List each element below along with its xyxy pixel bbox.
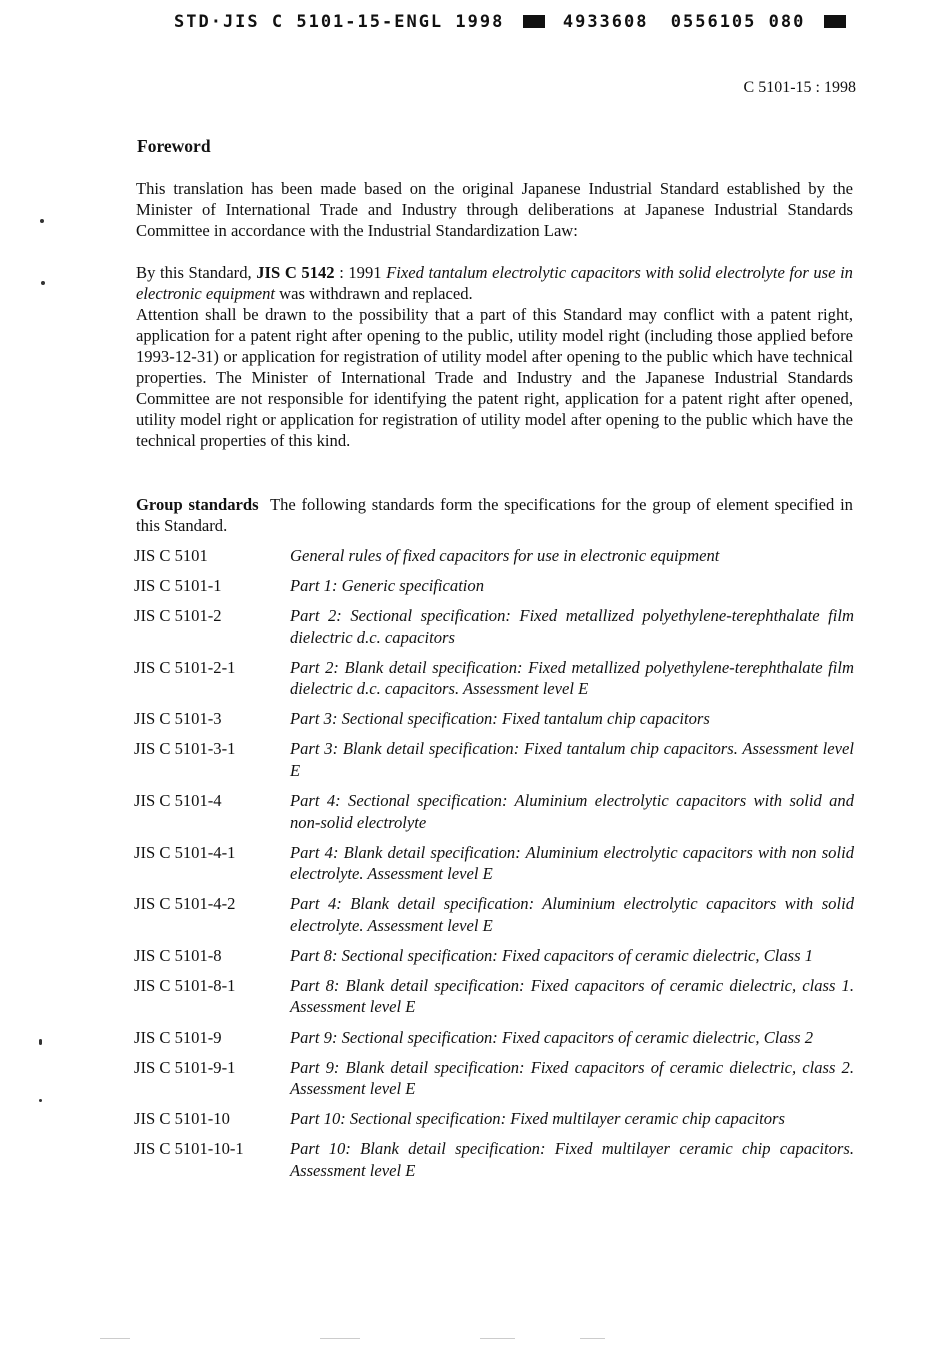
reference-list: [134, 545, 854, 1190]
reference-row: [134, 708, 854, 730]
foreword-heading: Foreword: [137, 136, 211, 156]
reference-row: [134, 545, 854, 567]
foreword-paragraph-2: [136, 262, 853, 304]
scan-speck: [41, 281, 45, 285]
reference-code: JIS C 5101-10: [134, 1109, 230, 1129]
std-code: STD·JIS C 5101-15-ENGL 1998: [174, 12, 505, 32]
scan-speck: [39, 1099, 42, 1102]
barcode-number-a: 4933608: [562, 12, 649, 32]
reference-code: JIS C 5101-4-2: [134, 894, 236, 914]
barcode-block-icon: [824, 15, 846, 28]
withdrawn-standard-year: : 1991: [339, 263, 382, 282]
foreword-paragraph-1: This translation has been made based on the original Japanese Industrial Standard established by the Minister of International Trade and Industry through deliberations at Japanese Industrial Standards Committee in accordance with the Industrial Standardization Law:: [136, 179, 853, 240]
reference-title: Part 4: Sectional specification: Aluminium electrolytic capacitors with solid and non-solid electrolyte: [290, 791, 854, 832]
withdrawal-outro: was withdrawn and replaced.: [279, 284, 473, 303]
reference-title: Part 4: Blank detail specification: Aluminium electrolytic capacitors with non solid electrolyte. Assessment level E: [290, 842, 854, 884]
withdrawn-standard-title: Fixed tantalum electrolytic capacitors with solid electrolyte for use in electronic equipment: [136, 263, 853, 303]
reference-row: [134, 575, 854, 597]
reference-code: JIS C 5101-8-1: [134, 975, 236, 995]
reference-code: JIS C 5101-3: [134, 709, 222, 729]
reference-title: Part 3: Blank detail specification: Fixed tantalum chip capacitors. Assessment level E: [290, 739, 854, 780]
reference-title: Part 3: Sectional specification: Fixed tantalum chip capacitors: [290, 709, 710, 729]
reference-title: Part 2: Blank detail specification: Fixed metallized polyethylene-terephthalate film dielectric d.c. capacitors. Assessment level E: [290, 657, 854, 699]
reference-code: JIS C 5101-8: [134, 945, 222, 965]
reference-code: JIS C 5101-3-1: [134, 739, 236, 759]
reference-title: General rules of fixed capacitors for use in electronic equipment: [290, 546, 720, 565]
reference-code: JIS C 5101-4: [134, 791, 222, 811]
group-standards-text: The following standards form the specifications for the group of element specified in this Standard.: [136, 495, 853, 535]
group-standards-heading: Group standards: [136, 495, 259, 514]
reference-row: [134, 738, 854, 781]
document-header-line: [174, 12, 852, 32]
reference-row: [134, 975, 854, 1018]
scan-speck: [39, 1039, 42, 1045]
barcode-block-icon: [523, 15, 545, 28]
foreword-paragraph-3: Attention shall be drawn to the possibility that a part of this Standard may conflict with a patent right, application for a patent right after opening to the public, utility model right (including those applied before 1993-12-31) or application for registration of utility model after opening to the public which have technical properties. The Minister of International Trade and Industry and the Japanese Industrial Standards Committee are not responsible for identifying the patent right, application for a patent right after opened, utility model right or application for registration of utility model after opening to the public which have the technical properties of this kind.: [136, 305, 853, 450]
reference-row: [134, 1057, 854, 1100]
reference-code: JIS C 5101-2: [134, 606, 222, 626]
reference-row: [134, 605, 854, 648]
scan-edge-mark: [320, 1338, 360, 1339]
reference-code: JIS C 5101-1: [134, 576, 222, 596]
reference-row: [134, 790, 854, 833]
group-standards-paragraph: [136, 494, 853, 536]
scan-speck: [40, 219, 44, 223]
reference-row: [134, 945, 854, 967]
document-id: C 5101-15 : 1998: [743, 79, 856, 96]
reference-title: Part 1: Generic specification: [290, 576, 485, 596]
reference-row: [134, 1027, 854, 1049]
reference-title: Part 8: Sectional specification: Fixed capacitors of ceramic dielectric, Class 1: [290, 945, 814, 965]
scan-edge-mark: [480, 1338, 515, 1339]
reference-row: [134, 893, 854, 936]
reference-title: Part 10: Blank detail specification: Fixed multilayer ceramic chip capacitors. Assessment level E: [290, 1139, 854, 1180]
reference-code: JIS C 5101-9-1: [134, 1057, 236, 1077]
reference-title: Part 9: Sectional specification: Fixed capacitors of ceramic dielectric, Class 2: [290, 1027, 814, 1047]
reference-code: JIS C 5101-2-1: [134, 657, 236, 677]
reference-title: Part 9: Blank detail specification: Fixed capacitors of ceramic dielectric, class 2. Assessment level E: [290, 1057, 854, 1099]
reference-title: Part 2: Sectional specification: Fixed metallized polyethylene-terephthalate film dielectric d.c. capacitors: [290, 606, 854, 647]
reference-code: JIS C 5101: [134, 546, 208, 565]
scan-edge-mark: [100, 1338, 130, 1339]
reference-row: [134, 1138, 854, 1181]
reference-title: Part 4: Blank detail specification: Aluminium electrolytic capacitors with solid electrolyte. Assessment level E: [290, 894, 854, 935]
reference-row: [134, 657, 854, 700]
reference-code: JIS C 5101-9: [134, 1027, 222, 1047]
reference-title: Part 8: Blank detail specification: Fixed capacitors of ceramic dielectric, class 1. Assessment level E: [290, 975, 854, 1017]
reference-row: [134, 842, 854, 885]
reference-title: Part 10: Sectional specification: Fixed multilayer ceramic chip capacitors: [290, 1109, 785, 1129]
reference-code: JIS C 5101-10-1: [134, 1139, 244, 1159]
reference-code: JIS C 5101-4-1: [134, 842, 236, 862]
reference-row: [134, 1108, 854, 1130]
scan-edge-mark: [580, 1338, 605, 1339]
withdrawn-standard-code: JIS C 5142: [256, 263, 335, 282]
withdrawal-intro: By this Standard,: [136, 263, 252, 282]
barcode-number-b: 0556105 080: [670, 12, 806, 32]
